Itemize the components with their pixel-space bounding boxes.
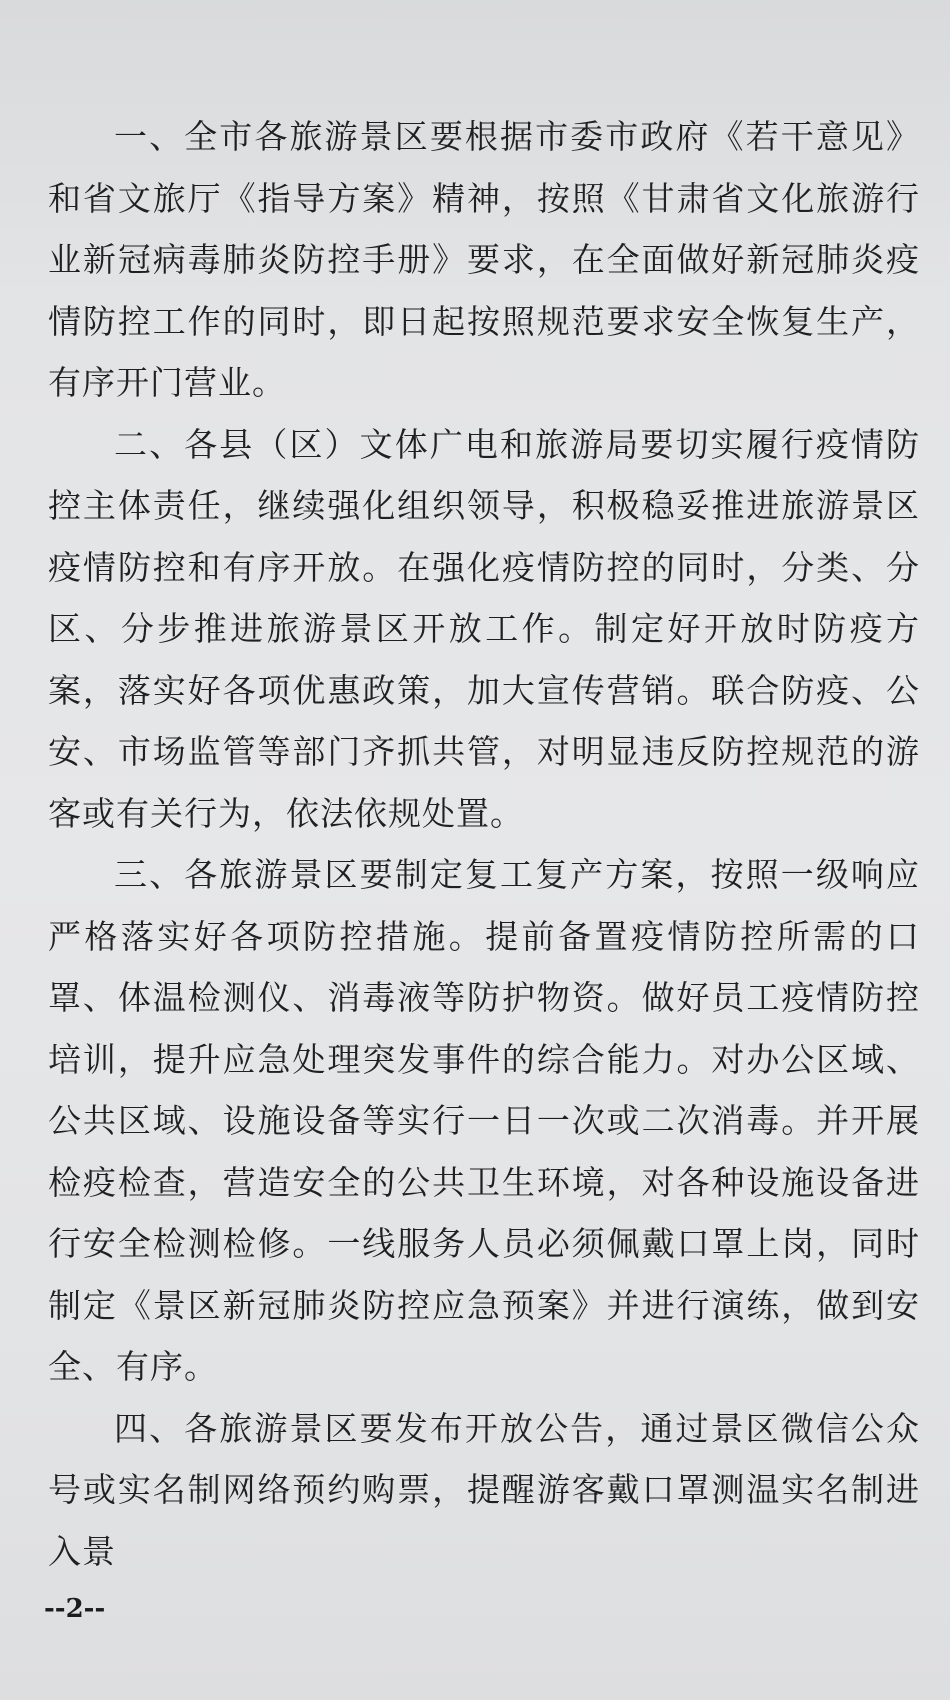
paragraph-1: 一、全市各旅游景区要根据市委市政府《若干意见》和省文旅厅《指导方案》精神，按照《甘肃省文化旅游行业新冠病毒肺炎防控手册》要求，在全面做好新冠肺炎疫情防控工作的同时，即日起按照规范要求安全恢复生产，有序开门营业。 bbox=[48, 117, 920, 402]
paragraph-4: 四、各旅游景区要发布开放公告，通过景区微信公众号或实名制网络预约购票，提醒游客戴口罩测温实名制进入景 bbox=[48, 1408, 920, 1571]
paragraph-2: 二、各县（区）文体广电和旅游局要切实履行疫情防控主体责任，继续强化组织领导，积极稳妥推进旅游景区疫情防控和有序开放。在强化疫情防控的同时，分类、分区、分步推进旅游景区开放工作。制定好开放时防疫方案，落实好各项优惠政策，加大宣传营销。联合防疫、公安、市场监管等部门齐抓共管，对明显违反防控规范的游客或有关行为，依法依规处置。 bbox=[48, 424, 920, 833]
document-body bbox=[48, 106, 920, 1582]
page-number: --2-- bbox=[44, 1594, 106, 1624]
paragraph-3: 三、各旅游景区要制定复工复产方案，按照一级响应严格落实好各项防控措施。提前备置疫情防控所需的口罩、体温检测仪、消毒液等防护物资。做好员工疫情防控培训，提升应急处理突发事件的综合能力。对办公区域、 公共区域、设施设备等实行一日一次或二次消毒。并开展检疫检查，营造安全的公共卫生环境，对各种设施设备进行安全检测检修。一线服务人员必须佩戴口罩上岗，同时制定《景区新冠肺炎防控应急预案》并进行演练，做到安全、有序。 bbox=[48, 855, 920, 1386]
